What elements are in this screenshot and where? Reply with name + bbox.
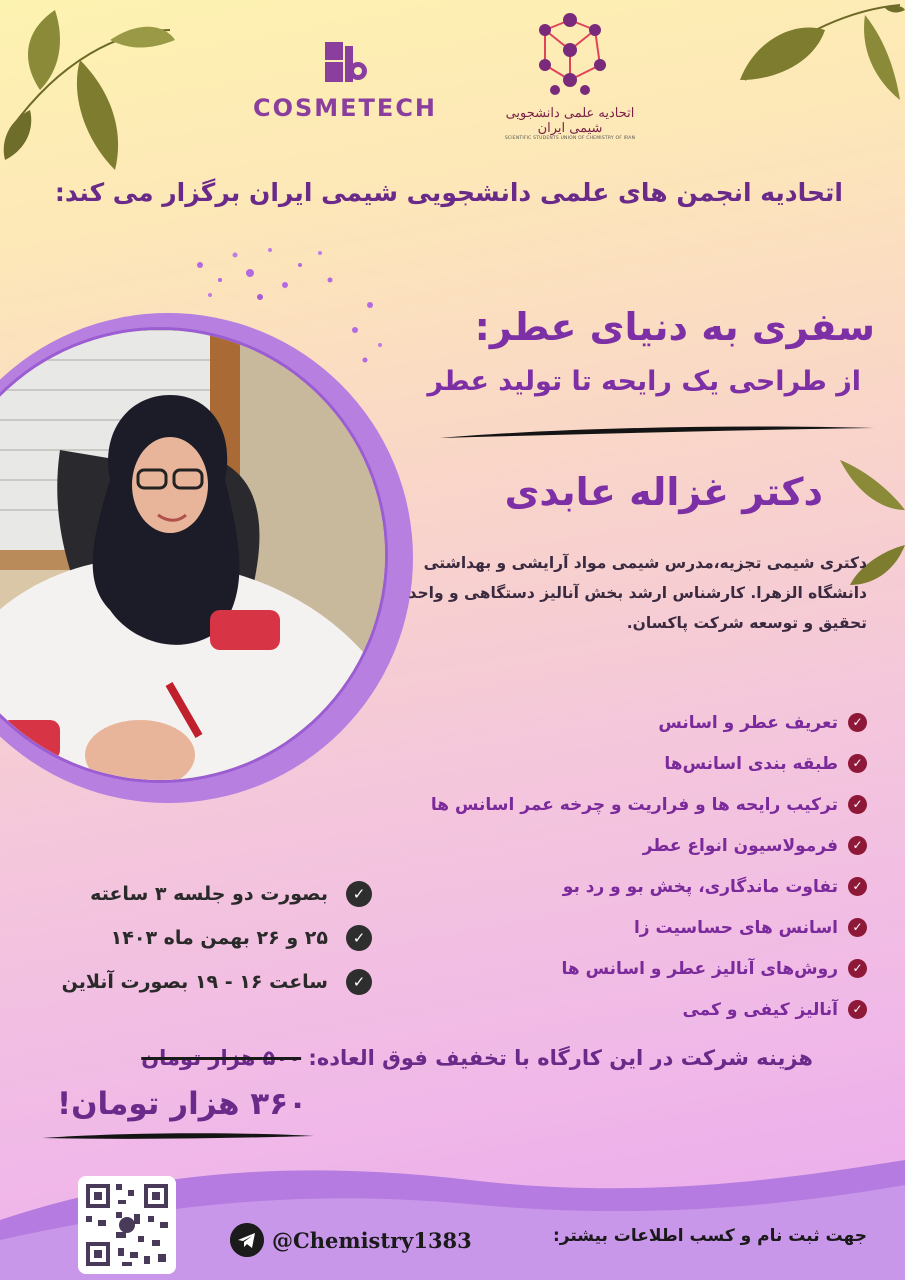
leaf-decoration-icon <box>0 0 180 180</box>
telegram-icon <box>230 1223 264 1257</box>
check-circle-icon: ✓ <box>346 925 372 951</box>
discounted-price: ۳۶۰ هزار تومان! <box>56 1086 308 1122</box>
topic-item: ✓ تعریف عطر و اسانس <box>387 702 867 743</box>
qr-code[interactable] <box>78 1176 176 1274</box>
telegram-handle: @Chemistry1383 <box>272 1227 472 1253</box>
topic-item: ✓ تفاوت ماندگاری، پخش بو و رد بو <box>387 866 867 907</box>
check-circle-icon: ✓ <box>346 969 372 995</box>
check-circle-icon: ✓ <box>848 1000 867 1019</box>
check-circle-icon: ✓ <box>848 918 867 937</box>
telegram-handle-link[interactable] <box>230 1222 500 1258</box>
topic-item: ✓ آنالیز کیفی و کمی <box>387 989 867 1030</box>
register-text: جهت ثبت نام و کسب اطلاعات بیشتر: <box>552 1226 867 1246</box>
detail-item: ✓ بصورت دو جلسه ۳ ساعته <box>12 872 372 916</box>
detail-item: ✓ ۲۵ و ۲۶ بهمن ماه ۱۴۰۳ <box>12 916 372 960</box>
topic-item: ✓ روش‌های آنالیز عطر و اسانس ها <box>387 948 867 989</box>
check-circle-icon: ✓ <box>848 754 867 773</box>
topic-item: ✓ فرمولاسیون انواع عطر <box>387 825 867 866</box>
cosmetech-logo <box>240 40 450 120</box>
price-label: هزینه شرکت در این کارگاه با تخفیف فوق العاده: <box>308 1046 813 1070</box>
check-circle-icon: ✓ <box>848 959 867 978</box>
event-details-list <box>12 872 372 1004</box>
topics-list <box>387 702 867 1030</box>
old-price: ۵۰۰ هزار تومان <box>141 1046 302 1070</box>
check-circle-icon: ✓ <box>346 881 372 907</box>
title-underline-stroke <box>436 420 878 444</box>
check-circle-icon: ✓ <box>848 836 867 855</box>
detail-item: ✓ ساعت ۱۶ - ۱۹ بصورت آنلاین <box>12 960 372 1004</box>
union-subtitle: SCIENTIFIC STUDENTS UNION OF CHEMISTRY OF IRAN <box>504 136 636 141</box>
union-logo <box>490 10 650 160</box>
event-subtitle: از طراحی یک رایحه تا تولید عطر <box>427 366 861 397</box>
check-circle-icon: ✓ <box>848 877 867 896</box>
speaker-name: دکتر غزاله عابدی <box>504 470 823 514</box>
union-name: اتحادیه علمی دانشجویی شیمی ایران <box>505 106 635 136</box>
molecule-logo-icon <box>525 10 615 100</box>
topic-item: ✓ ترکیب رایحه ها و فراریت و چرخه عمر اسانس ها <box>387 784 867 825</box>
cosmetech-mark-icon <box>323 40 367 84</box>
topic-item: ✓ طبقه بندی اسانس‌ها <box>387 743 867 784</box>
leaf-decoration-icon <box>735 0 905 110</box>
topic-item: ✓ اسانس های حساسیت زا <box>387 907 867 948</box>
intro-text: اتحادیه انجمن های علمی دانشجویی شیمی ایران برگزار می کند: <box>54 178 843 207</box>
check-circle-icon: ✓ <box>848 713 867 732</box>
price-line <box>53 1046 813 1070</box>
cosmetech-wordmark: COSMETECH <box>252 94 438 122</box>
check-circle-icon: ✓ <box>848 795 867 814</box>
speaker-bio: دکتری شیمی تجزیه،مدرس شیمی مواد آرایشی و بهداشتی دانشگاه الزهرا. کارشناس ارشد بخش آنالیز دستگاهی و واحد تحقیق و توسعه شرکت پاکسان. <box>408 554 867 632</box>
price-underline-stroke <box>40 1128 316 1144</box>
event-title: سفری به دنیای عطر: <box>474 305 875 349</box>
